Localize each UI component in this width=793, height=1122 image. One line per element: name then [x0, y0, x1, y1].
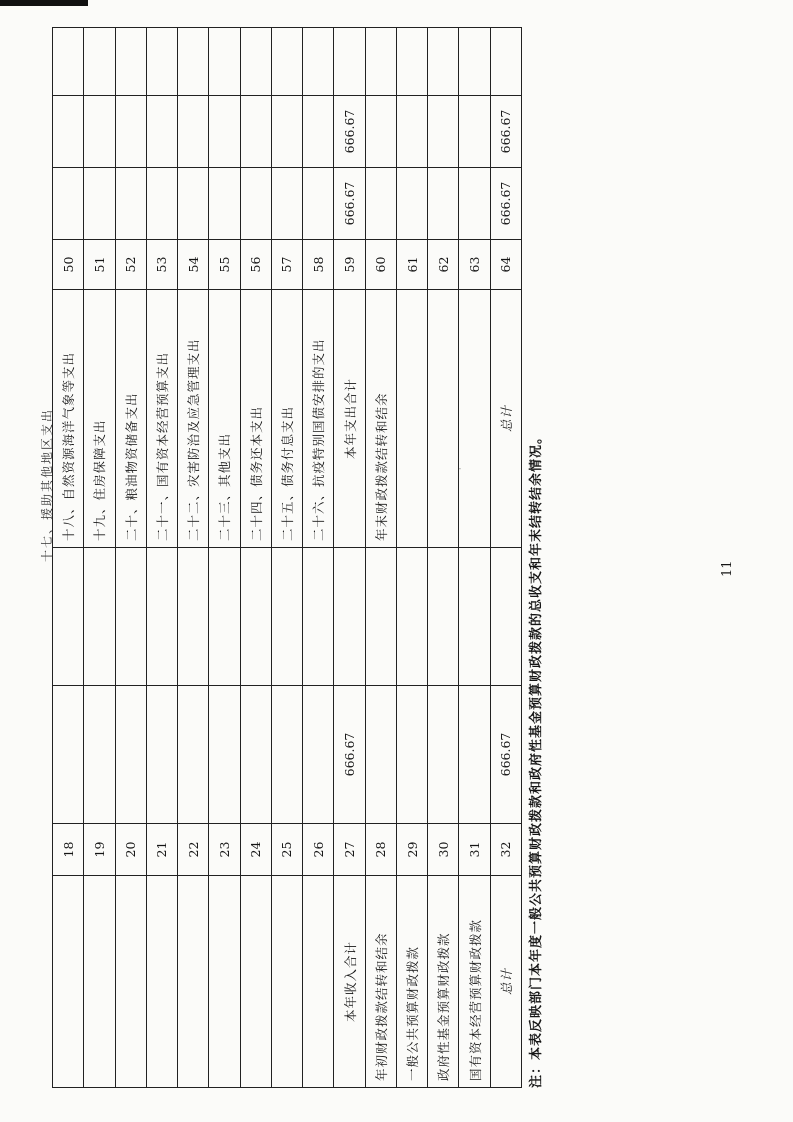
right-item-name: 二十、粮油物资储备支出 — [115, 290, 146, 548]
left-blank — [53, 548, 84, 686]
table-row — [146, 28, 177, 1088]
right-amount-fund — [334, 28, 365, 96]
table-row — [334, 28, 365, 1088]
left-amount — [271, 686, 302, 824]
left-blank — [115, 548, 146, 686]
table-row — [365, 28, 396, 1088]
right-row-number: 63 — [459, 240, 490, 290]
right-amount-fund — [396, 28, 427, 96]
right-item-name: 二十五、债务付息支出 — [271, 290, 302, 548]
right-row-number: 57 — [271, 240, 302, 290]
right-item-name: 本年支出合计 — [334, 290, 365, 548]
right-row-number: 55 — [209, 240, 240, 290]
left-row-number: 27 — [334, 824, 365, 876]
right-amount-general — [271, 96, 302, 168]
left-row-number: 21 — [146, 824, 177, 876]
right-amount-fund — [365, 28, 396, 96]
left-item-name — [240, 876, 271, 1088]
left-amount — [84, 686, 115, 824]
right-amount-fund — [178, 28, 209, 96]
table-row — [178, 28, 209, 1088]
left-row-number: 31 — [459, 824, 490, 876]
left-item-name — [84, 876, 115, 1088]
left-amount — [459, 686, 490, 824]
left-item-name: 一般公共预算财政拨款 — [396, 876, 427, 1088]
left-amount — [53, 686, 84, 824]
left-row-number: 20 — [115, 824, 146, 876]
table-row — [84, 28, 115, 1088]
left-blank — [303, 548, 334, 686]
right-amount-general: 666.67 — [334, 96, 365, 168]
right-row-number: 59 — [334, 240, 365, 290]
left-blank — [459, 548, 490, 686]
left-amount — [396, 686, 427, 824]
left-row-number: 25 — [271, 824, 302, 876]
right-amount-total — [459, 168, 490, 240]
left-amount — [428, 686, 459, 824]
left-amount — [240, 686, 271, 824]
left-blank — [84, 548, 115, 686]
left-item-name — [53, 876, 84, 1088]
table-row — [396, 28, 427, 1088]
right-amount-fund — [146, 28, 177, 96]
right-amount-general — [428, 96, 459, 168]
right-row-number: 60 — [365, 240, 396, 290]
left-row-number: 32 — [490, 824, 521, 876]
left-row-number: 23 — [209, 824, 240, 876]
table-row — [240, 28, 271, 1088]
right-item-name: 二十四、债务还本支出 — [240, 290, 271, 548]
left-item-name — [303, 876, 334, 1088]
right-amount-general: 666.67 — [490, 96, 521, 168]
left-amount — [209, 686, 240, 824]
right-item-name: 二十六、抗疫特别国债安排的支出 — [303, 290, 334, 548]
right-amount-general — [240, 96, 271, 168]
right-amount-total — [365, 168, 396, 240]
scan-speck: · — [456, 467, 465, 470]
right-item-name: 二十一、国有资本经营预算支出 — [146, 290, 177, 548]
right-row-number: 64 — [490, 240, 521, 290]
right-amount-total: 666.67 — [334, 168, 365, 240]
left-item-name: 国有资本经营预算财政拨款 — [459, 876, 490, 1088]
table-row — [428, 28, 459, 1088]
right-item-name: 二十二、灾害防治及应急管理支出 — [178, 290, 209, 548]
left-amount — [146, 686, 177, 824]
left-row-number: 26 — [303, 824, 334, 876]
right-row-number: 54 — [178, 240, 209, 290]
left-row-number: 22 — [178, 824, 209, 876]
right-amount-fund — [53, 28, 84, 96]
right-amount-total — [178, 168, 209, 240]
left-blank — [365, 548, 396, 686]
right-amount-fund — [490, 28, 521, 96]
left-amount — [115, 686, 146, 824]
right-amount-total — [209, 168, 240, 240]
left-item-name: 总计 — [490, 876, 521, 1088]
right-amount-general — [53, 96, 84, 168]
right-item-name: 年末财政拨款结转和结余 — [365, 290, 396, 548]
right-amount-total — [115, 168, 146, 240]
right-amount-total — [396, 168, 427, 240]
right-amount-fund — [271, 28, 302, 96]
left-row-number: 28 — [365, 824, 396, 876]
left-item-name — [115, 876, 146, 1088]
table-row — [209, 28, 240, 1088]
right-amount-general — [178, 96, 209, 168]
table-row — [303, 28, 334, 1088]
cut-off-row-label — [0, 407, 54, 562]
right-amount-general — [115, 96, 146, 168]
left-blank — [334, 548, 365, 686]
right-amount-total — [303, 168, 334, 240]
left-row-number: 19 — [84, 824, 115, 876]
cut-off-row-text: 十七、援助其他地区支出 — [40, 407, 54, 562]
right-amount-total — [146, 168, 177, 240]
right-amount-general — [396, 96, 427, 168]
left-item-name: 年初财政拨款结转和结余 — [365, 876, 396, 1088]
right-item-name — [396, 290, 427, 548]
left-row-number: 30 — [428, 824, 459, 876]
right-amount-general — [303, 96, 334, 168]
right-row-number: 61 — [396, 240, 427, 290]
right-amount-total — [240, 168, 271, 240]
right-amount-fund — [240, 28, 271, 96]
left-row-number: 29 — [396, 824, 427, 876]
right-amount-total — [428, 168, 459, 240]
left-blank — [146, 548, 177, 686]
left-amount — [178, 686, 209, 824]
right-item-name — [459, 290, 490, 548]
left-amount — [365, 686, 396, 824]
table-row — [115, 28, 146, 1088]
left-row-number: 18 — [53, 824, 84, 876]
right-amount-total — [53, 168, 84, 240]
left-blank — [396, 548, 427, 686]
right-amount-general — [365, 96, 396, 168]
right-item-name: 十九、住房保障支出 — [84, 290, 115, 548]
right-row-number: 51 — [84, 240, 115, 290]
right-item-name: 二十三、其他支出 — [209, 290, 240, 548]
budget-table — [52, 27, 522, 1088]
right-row-number: 56 — [240, 240, 271, 290]
right-row-number: 53 — [146, 240, 177, 290]
right-amount-fund — [459, 28, 490, 96]
table-row — [271, 28, 302, 1088]
right-amount-general — [84, 96, 115, 168]
left-item-name — [271, 876, 302, 1088]
right-row-number: 58 — [303, 240, 334, 290]
left-blank — [490, 548, 521, 686]
right-amount-general — [459, 96, 490, 168]
left-row-number: 24 — [240, 824, 271, 876]
left-item-name — [209, 876, 240, 1088]
right-amount-fund — [428, 28, 459, 96]
left-item-name: 本年收入合计 — [334, 876, 365, 1088]
right-amount-fund — [115, 28, 146, 96]
right-row-number: 62 — [428, 240, 459, 290]
right-item-name: 总计 — [490, 290, 521, 548]
right-amount-fund — [84, 28, 115, 96]
right-amount-total — [271, 168, 302, 240]
right-item-name — [428, 290, 459, 548]
left-amount: 666.67 — [334, 686, 365, 824]
left-amount: 666.67 — [490, 686, 521, 824]
left-blank — [271, 548, 302, 686]
right-amount-fund — [303, 28, 334, 96]
left-blank — [428, 548, 459, 686]
right-amount-total: 666.67 — [490, 168, 521, 240]
right-amount-total — [84, 168, 115, 240]
right-amount-general — [209, 96, 240, 168]
left-blank — [178, 548, 209, 686]
right-row-number: 50 — [53, 240, 84, 290]
left-amount — [303, 686, 334, 824]
left-item-name — [146, 876, 177, 1088]
table-body — [53, 28, 522, 1088]
right-row-number: 52 — [115, 240, 146, 290]
table-note: 注：本表反映部门本年度一般公共预算财政拨款和政府性基金预算财政拨款的总收支和年末结转结余情况。 — [529, 429, 544, 1088]
left-item-name — [178, 876, 209, 1088]
left-blank — [209, 548, 240, 686]
table-row — [459, 28, 490, 1088]
page-number: 11 — [720, 560, 735, 577]
table-row — [490, 28, 521, 1088]
right-item-name: 十八、自然资源海洋气象等支出 — [53, 290, 84, 548]
right-amount-general — [146, 96, 177, 168]
left-blank — [240, 548, 271, 686]
left-item-name: 政府性基金预算财政拨款 — [428, 876, 459, 1088]
table-row — [53, 28, 84, 1088]
right-amount-fund — [209, 28, 240, 96]
